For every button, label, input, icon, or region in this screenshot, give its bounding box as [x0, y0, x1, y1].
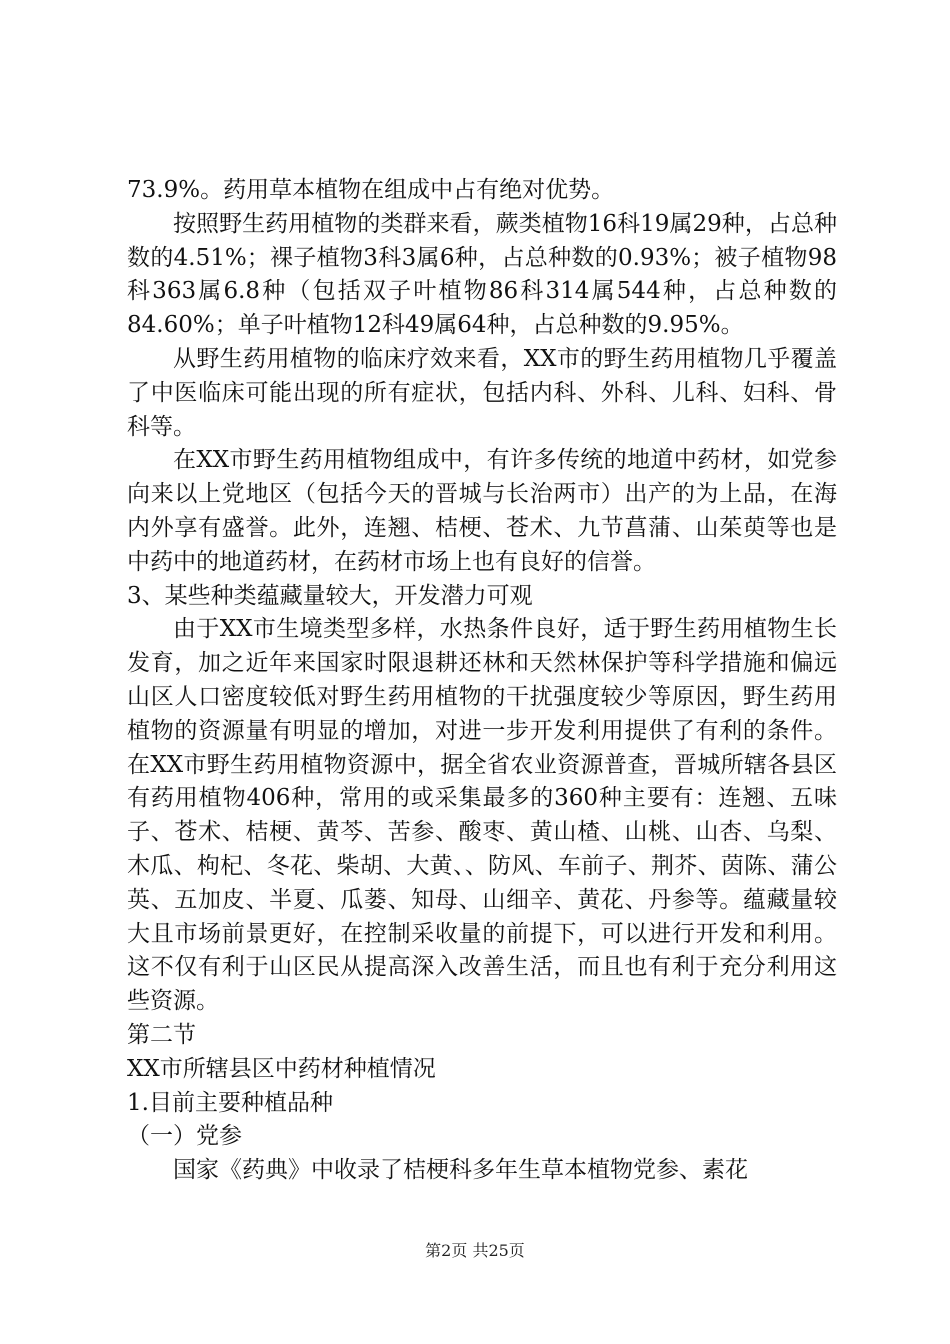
document-body: [127, 174, 837, 1188]
paragraph-resource-development: 由于XX市生境类型多样，水热条件良好，适于野生药用植物生长发育，加之近年来国家时限退耕还林和天然林保护等科学措施和偏远山区人口密度较低对野生药用植物的干扰强度较少等原因，野生药用植物的资源量有明显的增加，对进一步开发利用提供了有利的条件。在XX市野生药用植物资源中，据全省农业资源普查，晋城所辖各县区有药用植物406种，常用的或采集最多的360种主要有：连翘、五味子、苍术、桔梗、黄芩、苦参、酸枣、黄山楂、山桃、山杏、乌梨、木瓜、枸杞、冬花、柴胡、大黄、、防风、车前子、荆芥、茵陈、蒲公英、五加皮、半夏、瓜蒌、知母、山细辛、黄花、丹参等。蕴藏量较大且市场前景更好，在控制采收量的前提下，可以进行开发和利用。这不仅有利于山区民从提高深入改善生活，而且也有利于充分利用这些资源。: [127, 616, 837, 1015]
page-number-footer: 第2页 共25页: [425, 1241, 525, 1260]
paragraph-authentic-herbs: 在XX市野生药用植物组成中，有许多传统的地道中药材，如党参向来以上党地区（包括今天的晋城与长治两市）出产的为上品，在海内外享有盛誉。此外，连翘、桔梗、苍术、九节菖蒲、山茱萸等也是中药中的地道药材，在药材市场上也有良好的信誉。: [127, 447, 837, 575]
subsection-heading-varieties: 1.目前主要种植品种: [127, 1089, 333, 1116]
paragraph-plant-groups: 按照野生药用植物的类群来看，蕨类植物16科19属29种，占总种数的4.51%；裸子植物3科3属6种，占总种数的0.93%；被子植物98科363属6.8种（包括双子叶植物86科314属544种，占总种数的84.60%；单子叶植物12科49属64种，占总种数的9.95%。: [127, 210, 837, 339]
paragraph-continuation: 73.9%。药用草本植物在组成中占有绝对优势。: [127, 177, 615, 203]
section-heading-reserves: 3、某些种类蕴藏量较大，开发潜力可观: [127, 582, 533, 609]
paragraph-pharmacopoeia: 国家《药典》中收录了桔梗科多年生草本植物党参、素花: [173, 1157, 748, 1184]
section-title: 第二节: [127, 1021, 196, 1048]
subsection-heading-dangshen: （一）党参: [127, 1123, 242, 1150]
paragraph-clinical-efficacy: 从野生药用植物的临床疗效来看，XX市的野生药用植物几乎覆盖了中医临床可能出现的所有症状，包括内科、外科、儿科、妇科、骨科等。: [127, 345, 837, 440]
section-subtitle: XX市所辖县区中药材种植情况: [127, 1055, 436, 1082]
